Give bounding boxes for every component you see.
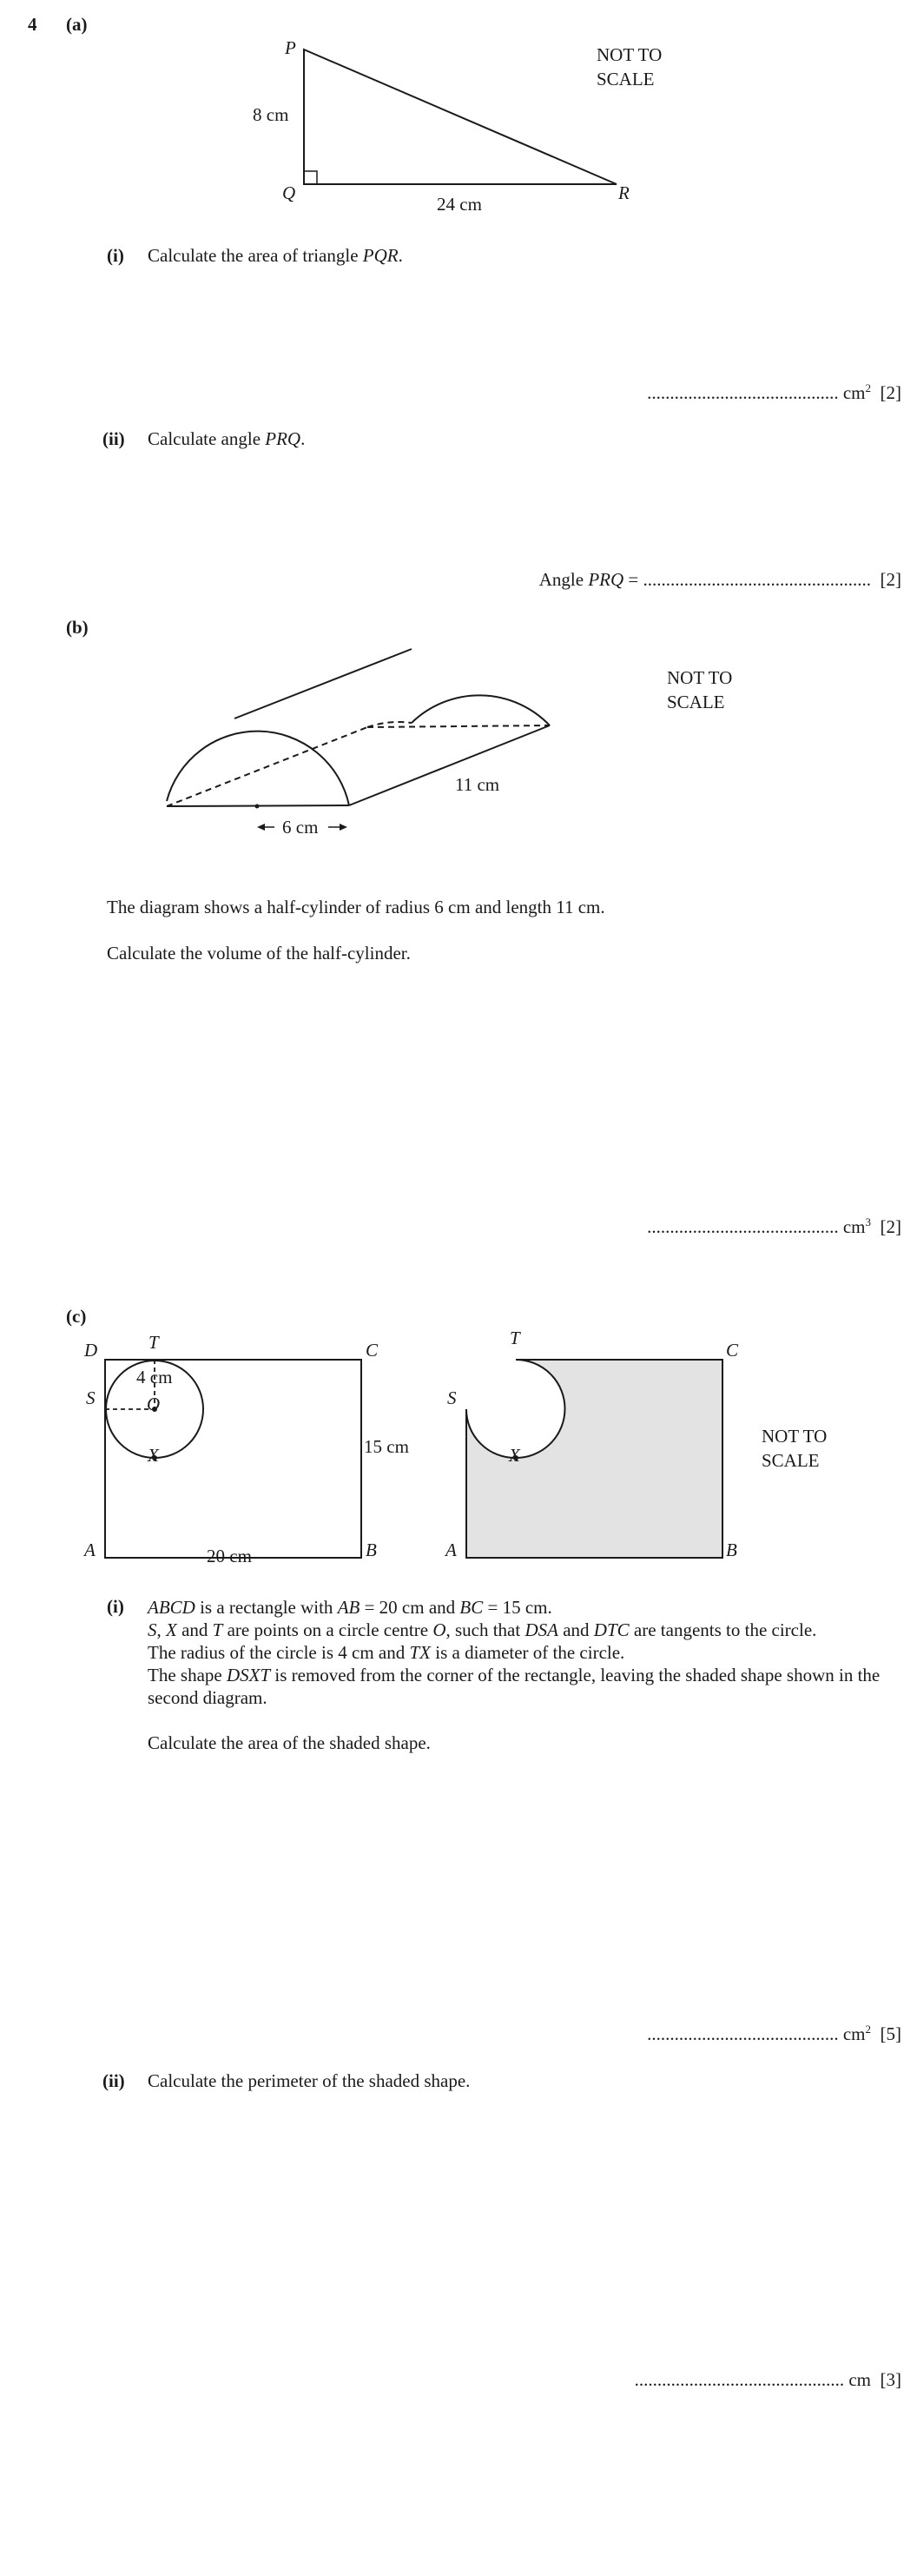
radius-arrow-left-head xyxy=(257,824,265,831)
side-pq-label: 8 cm xyxy=(253,104,289,125)
marks: [2] xyxy=(880,1216,901,1237)
not-to-scale-a-line2: SCALE xyxy=(597,69,655,89)
answer-unit-power: 3 xyxy=(865,1215,871,1228)
part-a-ii-text: Calculate angle xyxy=(148,428,261,449)
part-a-ii-var: PRQ xyxy=(265,428,301,449)
part-c-ii-question: Calculate the perimeter of the shaded shape. xyxy=(148,2070,471,2091)
not-to-scale-c-line2: SCALE xyxy=(762,1450,820,1471)
not-to-scale-c-line1: NOT TO xyxy=(762,1426,828,1447)
part-a-i-label: (i) xyxy=(107,245,124,266)
rectangle-abcd xyxy=(105,1360,361,1558)
label-t2: T xyxy=(510,1328,520,1348)
answer-unit-power: 2 xyxy=(865,2023,871,2036)
question-number: 4 xyxy=(28,14,37,35)
answer-unit-power: 2 xyxy=(865,381,871,394)
part-c-i-line2: S, X and T are points on a circle centre O, such that DSA and DTC are tangents to the circle. xyxy=(148,1619,817,1640)
answer-unit: cm xyxy=(842,2023,866,2044)
triangle-diagram xyxy=(0,0,917,226)
label-s2: S xyxy=(447,1387,457,1408)
shaded-shape xyxy=(466,1360,722,1558)
not-to-scale-b-line2: SCALE xyxy=(667,692,725,712)
side-bc-label: 15 cm xyxy=(364,1436,409,1457)
bottom-edge xyxy=(349,725,550,805)
side-ab-label: 20 cm xyxy=(207,1546,252,1566)
vertex-r-label: R xyxy=(618,182,630,203)
part-b-label: (b) xyxy=(66,617,89,638)
part-c-i-line1: ABCD is a rectangle with AB = 20 cm and BC = 15 cm. xyxy=(148,1597,552,1618)
not-to-scale-b-line1: NOT TO xyxy=(667,667,733,688)
part-c-i-text xyxy=(148,1596,903,1754)
radius-arrow-right-head xyxy=(340,824,347,831)
triangle-pqr xyxy=(304,50,617,184)
front-arc xyxy=(167,732,349,805)
back-diameter-hidden xyxy=(367,725,550,727)
part-a-ii-label: (ii) xyxy=(102,428,125,449)
label-a: A xyxy=(84,1540,96,1560)
marks: [2] xyxy=(880,569,901,590)
part-c-label: (c) xyxy=(66,1306,87,1327)
hidden-edge xyxy=(167,727,367,806)
label-x2: X xyxy=(509,1445,520,1466)
label-a2: A xyxy=(445,1540,457,1560)
part-b-text1: The diagram shows a half-cylinder of radius 6 cm and length 11 cm. xyxy=(107,897,605,917)
answer-dots: .............................................. xyxy=(634,2369,845,2390)
part-a-i-answer-line[interactable] xyxy=(647,382,901,404)
part-c-i-line4: The shape DSXT is removed from the corner of the rectangle, leaving the shaded shape shown in the second diagram. xyxy=(148,1665,881,1708)
answer-prefix-var: PRQ xyxy=(588,569,624,590)
answer-dots: .......................................... xyxy=(647,2023,839,2044)
radius-4cm-label: 4 cm xyxy=(136,1367,173,1387)
answer-unit: cm xyxy=(842,1216,866,1237)
back-arc xyxy=(412,695,550,725)
part-c-i-line3: The radius of the circle is 4 cm and TX is a diameter of the circle. xyxy=(148,1642,625,1663)
half-cylinder-length-label: 11 cm xyxy=(455,774,500,795)
label-b: B xyxy=(366,1540,377,1560)
vertex-q-label: Q xyxy=(282,182,296,203)
centre-point xyxy=(255,805,260,809)
answer-unit: cm xyxy=(848,2369,871,2390)
part-a-label: (a) xyxy=(66,14,88,35)
answer-unit: cm xyxy=(842,382,866,403)
part-c-ii-label: (ii) xyxy=(102,2070,125,2091)
not-to-scale-a-line1: NOT TO xyxy=(597,44,663,65)
part-a-ii-answer-line[interactable] xyxy=(539,569,901,591)
answer-dots: .......................................... xyxy=(647,1216,839,1237)
answer-dots: .......................................... xyxy=(647,382,839,403)
half-cylinder-diagram xyxy=(0,626,917,851)
vertex-p-label: P xyxy=(285,37,296,58)
label-t: T xyxy=(148,1332,159,1353)
label-d: D xyxy=(84,1340,98,1361)
top-edge xyxy=(234,649,412,718)
right-angle-marker xyxy=(304,171,317,184)
label-o: O xyxy=(147,1394,161,1414)
marks: [3] xyxy=(880,2369,901,2390)
part-a-i-end: . xyxy=(398,245,403,266)
answer-equals: = xyxy=(628,569,639,590)
part-a-i-var: PQR xyxy=(362,245,399,266)
marks: [5] xyxy=(880,2023,901,2044)
part-c-i-label: (i) xyxy=(107,1596,124,1617)
part-b-text2: Calculate the volume of the half-cylinder. xyxy=(107,943,411,964)
half-cylinder-radius-label: 6 cm xyxy=(282,817,319,838)
answer-dots: .................................................. xyxy=(643,569,871,590)
label-b2: B xyxy=(726,1540,737,1560)
marks: [2] xyxy=(880,382,901,403)
part-a-ii-end: . xyxy=(300,428,306,449)
part-a-i-text: Calculate the area of triangle xyxy=(148,245,359,266)
part-a-ii-question xyxy=(148,428,305,450)
label-s: S xyxy=(86,1387,96,1408)
part-b-answer-line[interactable] xyxy=(647,1216,901,1238)
part-a-i-question xyxy=(148,245,403,267)
answer-prefix: Angle xyxy=(538,569,584,590)
part-c-i-line5: Calculate the area of the shaded shape. xyxy=(148,1732,431,1753)
part-c-ii-answer-line[interactable] xyxy=(635,2369,901,2391)
part-c-i-answer-line[interactable] xyxy=(647,2023,901,2045)
label-c2: C xyxy=(726,1340,739,1361)
label-c: C xyxy=(366,1340,379,1361)
side-qr-label: 24 cm xyxy=(437,194,482,215)
label-x: X xyxy=(148,1445,159,1466)
